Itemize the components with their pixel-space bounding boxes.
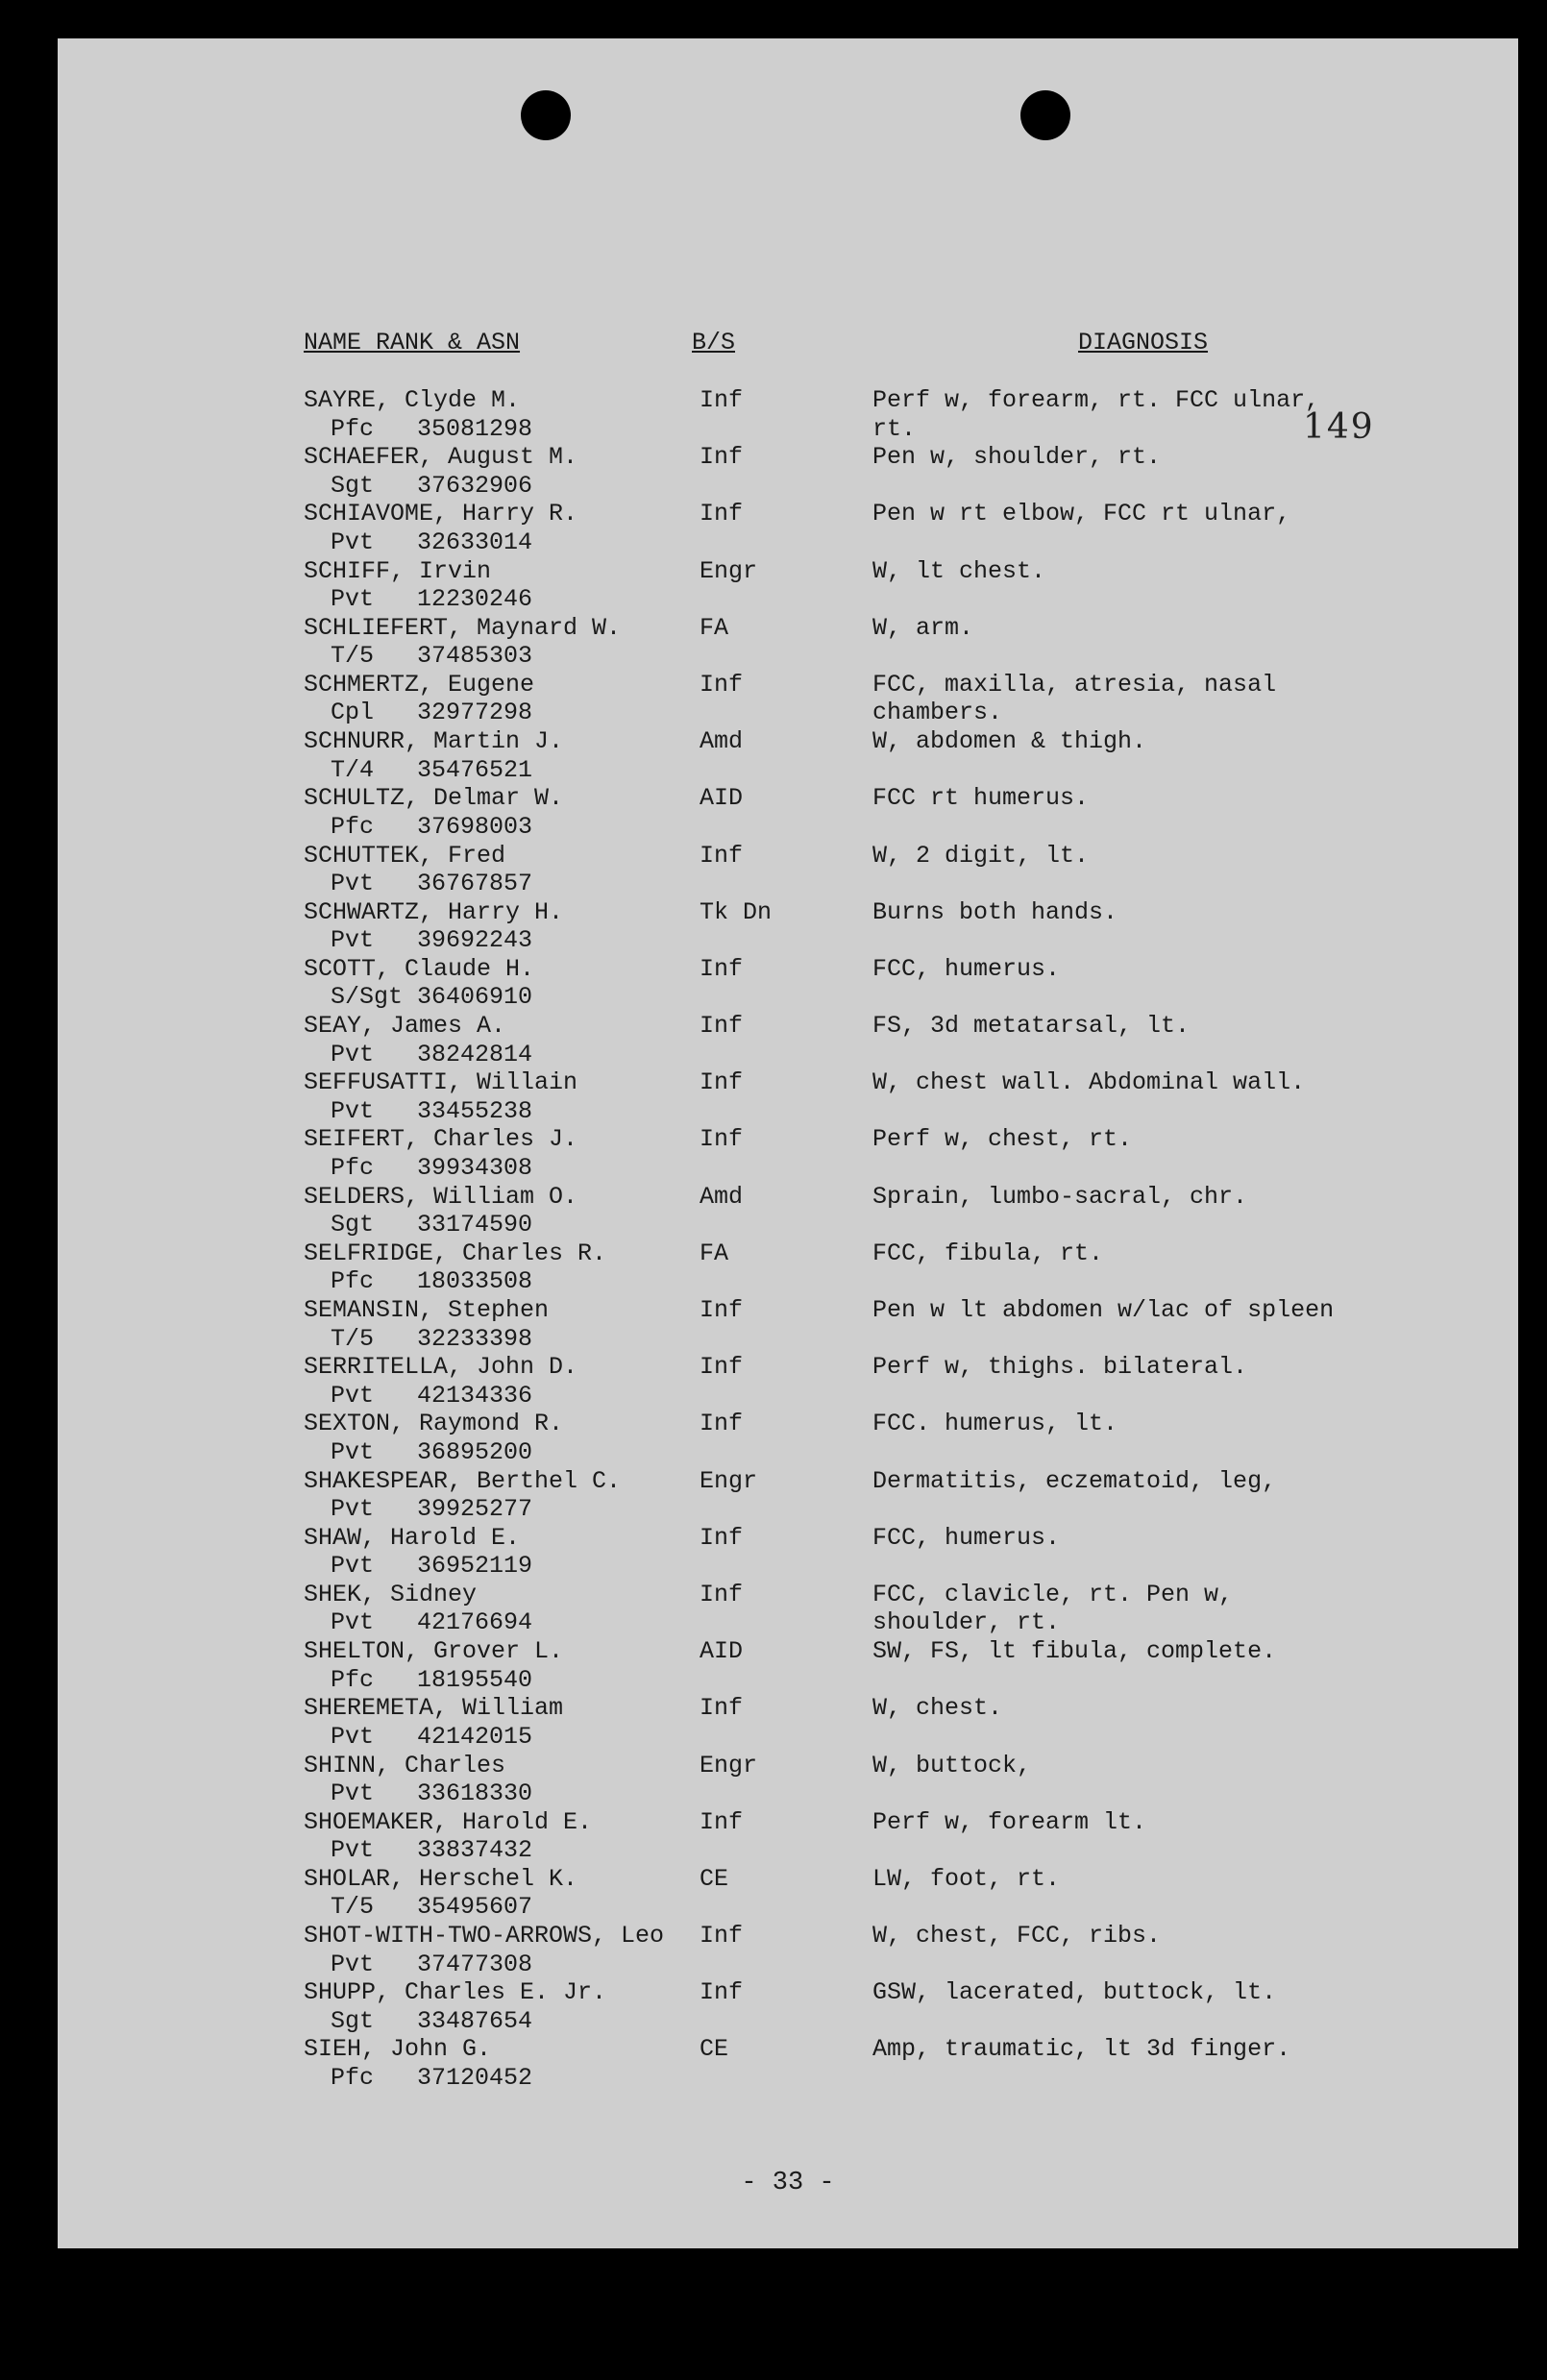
name-rank-asn-cell: [304, 557, 532, 614]
rank-asn: Pvt 36895200: [331, 1437, 533, 1466]
diagnosis-cell: [872, 1865, 1060, 1894]
soldier-name: SELDERS, William O.: [304, 1182, 578, 1211]
diagnosis-cell: [872, 2035, 1290, 2064]
diagnosis-line-1: Burns both hands.: [872, 897, 1118, 926]
rank-asn: Pvt 33837432: [331, 1836, 533, 1865]
branch-of-service: Inf: [700, 1807, 744, 1836]
diagnosis-line-1: Amp, traumatic, lt 3d finger.: [872, 2035, 1291, 2064]
branch-of-service: Inf: [700, 500, 744, 528]
name-rank-asn-cell: [304, 1524, 532, 1581]
list-item: [304, 1467, 1380, 1524]
soldier-name: SHOEMAKER, Harold E.: [304, 1807, 593, 1836]
branch-of-service: Inf: [700, 1125, 744, 1154]
rank-asn: T/5 32233398: [331, 1324, 533, 1353]
rank-asn: Pfc 37698003: [331, 812, 533, 841]
branch-of-service: Tk Dn: [700, 897, 773, 926]
branch-of-service: FA: [700, 613, 729, 642]
soldier-name: SHEREMETA, William: [304, 1694, 564, 1723]
soldier-name: SCHLIEFERT, Maynard W.: [304, 613, 622, 642]
branch-of-service: Engr: [700, 1751, 758, 1779]
diagnosis-cell: [872, 842, 1089, 871]
rank-asn: Pvt 38242814: [331, 1040, 533, 1068]
diagnosis-line-1: W, lt chest.: [872, 556, 1046, 585]
diagnosis-cell: [872, 1125, 1132, 1154]
soldier-name: SHOLAR, Herschel K.: [304, 1864, 578, 1893]
branch-of-service: FA: [700, 1239, 729, 1267]
diagnosis-line-1: Pen w rt elbow, FCC rt ulnar,: [872, 500, 1291, 528]
soldier-name: SHELTON, Grover L.: [304, 1637, 564, 1666]
diagnosis-line-1: W, buttock,: [872, 1751, 1032, 1779]
rank-asn: Pvt 42176694: [331, 1608, 533, 1637]
branch-of-service: Amd: [700, 727, 744, 756]
diagnosis-line-2: shoulder, rt.: [872, 1608, 1061, 1637]
page-stamp: 149: [1303, 407, 1375, 447]
diagnosis-line-1: FS, 3d metatarsal, lt.: [872, 1012, 1191, 1041]
diagnosis-line-1: FCC, fibula, rt.: [872, 1239, 1104, 1267]
soldier-name: SIEH, John G.: [304, 2035, 492, 2064]
list-item: [304, 1865, 1380, 1922]
rank-asn: Pvt 42142015: [331, 1722, 533, 1751]
diagnosis-line-1: Pen w lt abdomen w/lac of spleen: [872, 1296, 1335, 1324]
branch-of-service: Amd: [700, 1182, 744, 1211]
diagnosis-cell: [872, 1524, 1060, 1553]
branch-of-service: CE: [700, 1864, 729, 1893]
diagnosis-line-1: Perf w, forearm, rt. FCC ulnar,: [872, 386, 1320, 414]
diagnosis-cell: [872, 557, 1045, 586]
list-item: [304, 1012, 1380, 1068]
diagnosis-cell: [872, 1467, 1276, 1496]
rank-asn: Pfc 18033508: [331, 1267, 533, 1296]
branch-of-service: Inf: [700, 1523, 744, 1552]
diagnosis-cell: [872, 1410, 1117, 1438]
name-rank-asn-cell: [304, 842, 532, 898]
rank-asn: Pvt 42134336: [331, 1381, 533, 1410]
name-rank-asn-cell: [304, 1296, 549, 1353]
name-rank-asn-cell: [304, 955, 534, 1012]
rank-asn: Pvt 37477308: [331, 1950, 533, 1978]
document-page: [58, 38, 1518, 2248]
diagnosis-line-1: W, chest, FCC, ribs.: [872, 1922, 1162, 1951]
list-item: [304, 614, 1380, 671]
diagnosis-cell: [872, 614, 973, 643]
soldier-name: SEMANSIN, Stephen: [304, 1296, 550, 1324]
name-rank-asn-cell: [304, 1068, 577, 1125]
name-rank-asn-cell: [304, 443, 577, 500]
list-item: [304, 671, 1380, 727]
rank-asn: Pfc 35081298: [331, 414, 533, 443]
rank-asn: Pfc 37120452: [331, 2063, 533, 2092]
list-item: [304, 1808, 1380, 1865]
name-rank-asn-cell: [304, 784, 563, 841]
rank-asn: T/5 37485303: [331, 642, 533, 671]
diagnosis-line-1: FCC, humerus.: [872, 1523, 1061, 1552]
name-rank-asn-cell: [304, 1978, 606, 2035]
diagnosis-cell: [872, 1581, 1233, 1637]
branch-of-service: Inf: [700, 1978, 744, 2007]
diagnosis-line-1: W, 2 digit, lt.: [872, 841, 1090, 870]
diagnosis-line-1: Perf w, forearm lt.: [872, 1807, 1147, 1836]
soldier-name: SHEK, Sidney: [304, 1580, 478, 1608]
branch-of-service: Inf: [700, 1353, 744, 1382]
soldier-name: SEFFUSATTI, Willain: [304, 1068, 578, 1097]
soldier-name: SELFRIDGE, Charles R.: [304, 1239, 607, 1267]
diagnosis-cell: [872, 1752, 1031, 1780]
name-rank-asn-cell: [304, 1467, 621, 1524]
diagnosis-cell: [872, 1978, 1276, 2007]
diagnosis-line-1: FCC, humerus.: [872, 954, 1061, 983]
diagnosis-line-2: rt.: [872, 414, 917, 443]
rank-asn: Sgt 33487654: [331, 2006, 533, 2035]
list-item: [304, 1410, 1380, 1466]
list-item: [304, 443, 1380, 500]
diagnosis-line-1: W, chest wall. Abdominal wall.: [872, 1068, 1306, 1097]
rank-asn: Pvt 39692243: [331, 926, 533, 955]
branch-of-service: Engr: [700, 1466, 758, 1495]
diagnosis-cell: [872, 784, 1089, 813]
branch-of-service: Inf: [700, 1068, 744, 1097]
diagnosis-line-1: SW, FS, lt fibula, complete.: [872, 1637, 1277, 1666]
soldier-name: SHOT-WITH-TWO-ARROWS, Leo: [304, 1922, 665, 1951]
diagnosis-cell: [872, 1012, 1190, 1041]
branch-of-service: AID: [700, 784, 744, 813]
soldier-name: SCHMERTZ, Eugene: [304, 670, 535, 699]
list-item: [304, 2035, 1380, 2092]
list-item: [304, 1125, 1380, 1182]
name-rank-asn-cell: [304, 1353, 577, 1410]
casualty-list: [304, 386, 1380, 2093]
list-item: [304, 1581, 1380, 1637]
diagnosis-cell: [872, 727, 1146, 756]
diagnosis-line-1: Dermatitis, eczematoid, leg,: [872, 1466, 1277, 1495]
name-rank-asn-cell: [304, 1922, 664, 1978]
list-item: [304, 386, 1380, 443]
diagnosis-line-1: LW, foot, rt.: [872, 1864, 1061, 1893]
diagnosis-cell: [872, 1808, 1146, 1837]
diagnosis-cell: [872, 671, 1276, 727]
diagnosis-cell: [872, 1353, 1247, 1382]
branch-of-service: Inf: [700, 670, 744, 699]
soldier-name: SEXTON, Raymond R.: [304, 1410, 564, 1438]
soldier-name: SHAW, Harold E.: [304, 1523, 521, 1552]
soldier-name: SCOTT, Claude H.: [304, 954, 535, 983]
rank-asn: Pvt 39925277: [331, 1495, 533, 1524]
rank-asn: Pvt 32633014: [331, 528, 533, 556]
rank-asn: Pvt 33455238: [331, 1096, 533, 1125]
name-rank-asn-cell: [304, 1808, 592, 1865]
punch-hole-right: [1020, 90, 1070, 140]
diagnosis-cell: [872, 1922, 1161, 1951]
header-name-rank-asn: NAME RANK & ASN: [304, 329, 521, 356]
branch-of-service: Inf: [700, 1012, 744, 1041]
name-rank-asn-cell: [304, 1012, 532, 1068]
branch-of-service: Inf: [700, 1922, 744, 1951]
diagnosis-line-1: GSW, lacerated, buttock, lt.: [872, 1978, 1277, 2007]
diagnosis-cell: [872, 898, 1117, 927]
list-item: [304, 1752, 1380, 1808]
header-diagnosis: DIAGNOSIS: [1078, 329, 1209, 356]
name-rank-asn-cell: [304, 1637, 563, 1694]
diagnosis-cell: [872, 1239, 1103, 1268]
list-item: [304, 1068, 1380, 1125]
rank-asn: Pfc 39934308: [331, 1153, 533, 1182]
name-rank-asn-cell: [304, 727, 563, 784]
diagnosis-line-1: W, abdomen & thigh.: [872, 727, 1147, 756]
branch-of-service: Inf: [700, 386, 744, 414]
diagnosis-line-1: FCC, clavicle, rt. Pen w,: [872, 1580, 1234, 1608]
diagnosis-cell: [872, 955, 1060, 984]
soldier-name: SCHWARTZ, Harry H.: [304, 897, 564, 926]
diagnosis-cell: [872, 1296, 1334, 1325]
list-item: [304, 1637, 1380, 1694]
name-rank-asn-cell: [304, 1752, 532, 1808]
rank-asn: Sgt 37632906: [331, 471, 533, 500]
branch-of-service: Inf: [700, 1410, 744, 1438]
rank-asn: S/Sgt 36406910: [331, 983, 533, 1012]
soldier-name: SHUPP, Charles E. Jr.: [304, 1978, 607, 2007]
list-item: [304, 1296, 1380, 1353]
soldier-name: SCHNURR, Martin J.: [304, 727, 564, 756]
soldier-name: SEIFERT, Charles J.: [304, 1125, 578, 1154]
rank-asn: T/5 35495607: [331, 1893, 533, 1922]
list-item: [304, 1183, 1380, 1239]
rank-asn: Pfc 18195540: [331, 1665, 533, 1694]
name-rank-asn-cell: [304, 386, 532, 443]
soldier-name: SCHIFF, Irvin: [304, 556, 492, 585]
punch-hole-left: [521, 90, 571, 140]
soldier-name: SHAKESPEAR, Berthel C.: [304, 1466, 622, 1495]
branch-of-service: Inf: [700, 841, 744, 870]
list-item: [304, 1978, 1380, 2035]
branch-of-service: AID: [700, 1637, 744, 1666]
diagnosis-line-1: Perf w, thighs. bilateral.: [872, 1353, 1248, 1382]
name-rank-asn-cell: [304, 614, 621, 671]
diagnosis-line-1: Perf w, chest, rt.: [872, 1125, 1133, 1154]
rank-asn: T/4 35476521: [331, 755, 533, 784]
page-number: - 33 -: [741, 2169, 835, 2197]
name-rank-asn-cell: [304, 1865, 577, 1922]
branch-of-service: Inf: [700, 954, 744, 983]
list-item: [304, 557, 1380, 614]
name-rank-asn-cell: [304, 898, 563, 955]
diagnosis-cell: [872, 1694, 1002, 1723]
soldier-name: SAYRE, Clyde M.: [304, 386, 521, 414]
diagnosis-line-1: W, chest.: [872, 1694, 1003, 1723]
diagnosis-line-1: W, arm.: [872, 613, 974, 642]
name-rank-asn-cell: [304, 1125, 577, 1182]
soldier-name: SCHAEFER, August M.: [304, 443, 578, 472]
branch-of-service: Engr: [700, 556, 758, 585]
diagnosis-cell: [872, 500, 1290, 528]
list-item: [304, 1922, 1380, 1978]
header-bs: B/S: [692, 329, 736, 356]
list-item: [304, 500, 1380, 556]
name-rank-asn-cell: [304, 1183, 577, 1239]
soldier-name: SCHUTTEK, Fred: [304, 841, 506, 870]
list-item: [304, 1524, 1380, 1581]
diagnosis-line-1: FCC rt humerus.: [872, 784, 1090, 813]
name-rank-asn-cell: [304, 1410, 563, 1466]
branch-of-service: Inf: [700, 1296, 744, 1324]
list-item: [304, 1353, 1380, 1410]
diagnosis-cell: [872, 443, 1161, 472]
rank-asn: Pvt 36952119: [331, 1552, 533, 1581]
list-item: [304, 842, 1380, 898]
soldier-name: SCHULTZ, Delmar W.: [304, 784, 564, 813]
list-item: [304, 727, 1380, 784]
branch-of-service: Inf: [700, 1580, 744, 1608]
list-item: [304, 898, 1380, 955]
rank-asn: Sgt 33174590: [331, 1211, 533, 1239]
branch-of-service: CE: [700, 2035, 729, 2064]
soldier-name: SCHIAVOME, Harry R.: [304, 500, 578, 528]
name-rank-asn-cell: [304, 1694, 563, 1751]
diagnosis-cell: [872, 386, 1319, 443]
list-item: [304, 784, 1380, 841]
diagnosis-cell: [872, 1183, 1247, 1212]
name-rank-asn-cell: [304, 2035, 532, 2092]
name-rank-asn-cell: [304, 1239, 606, 1296]
name-rank-asn-cell: [304, 671, 534, 727]
name-rank-asn-cell: [304, 500, 577, 556]
diagnosis-line-1: FCC. humerus, lt.: [872, 1410, 1118, 1438]
diagnosis-line-1: FCC, maxilla, atresia, nasal: [872, 670, 1277, 699]
soldier-name: SEAY, James A.: [304, 1012, 506, 1041]
branch-of-service: Inf: [700, 443, 744, 472]
soldier-name: SERRITELLA, John D.: [304, 1353, 578, 1382]
diagnosis-line-1: Pen w, shoulder, rt.: [872, 443, 1162, 472]
list-item: [304, 1694, 1380, 1751]
branch-of-service: Inf: [700, 1694, 744, 1723]
name-rank-asn-cell: [304, 1581, 532, 1637]
list-item: [304, 1239, 1380, 1296]
diagnosis-cell: [872, 1068, 1305, 1097]
soldier-name: SHINN, Charles: [304, 1751, 506, 1779]
diagnosis-line-2: chambers.: [872, 699, 1003, 727]
rank-asn: Pvt 12230246: [331, 585, 533, 614]
list-item: [304, 955, 1380, 1012]
table-header: [304, 329, 1361, 361]
rank-asn: Pvt 33618330: [331, 1779, 533, 1807]
rank-asn: Cpl 32977298: [331, 699, 533, 727]
diagnosis-line-1: Sprain, lumbo-sacral, chr.: [872, 1182, 1248, 1211]
rank-asn: Pvt 36767857: [331, 870, 533, 897]
diagnosis-cell: [872, 1637, 1276, 1666]
